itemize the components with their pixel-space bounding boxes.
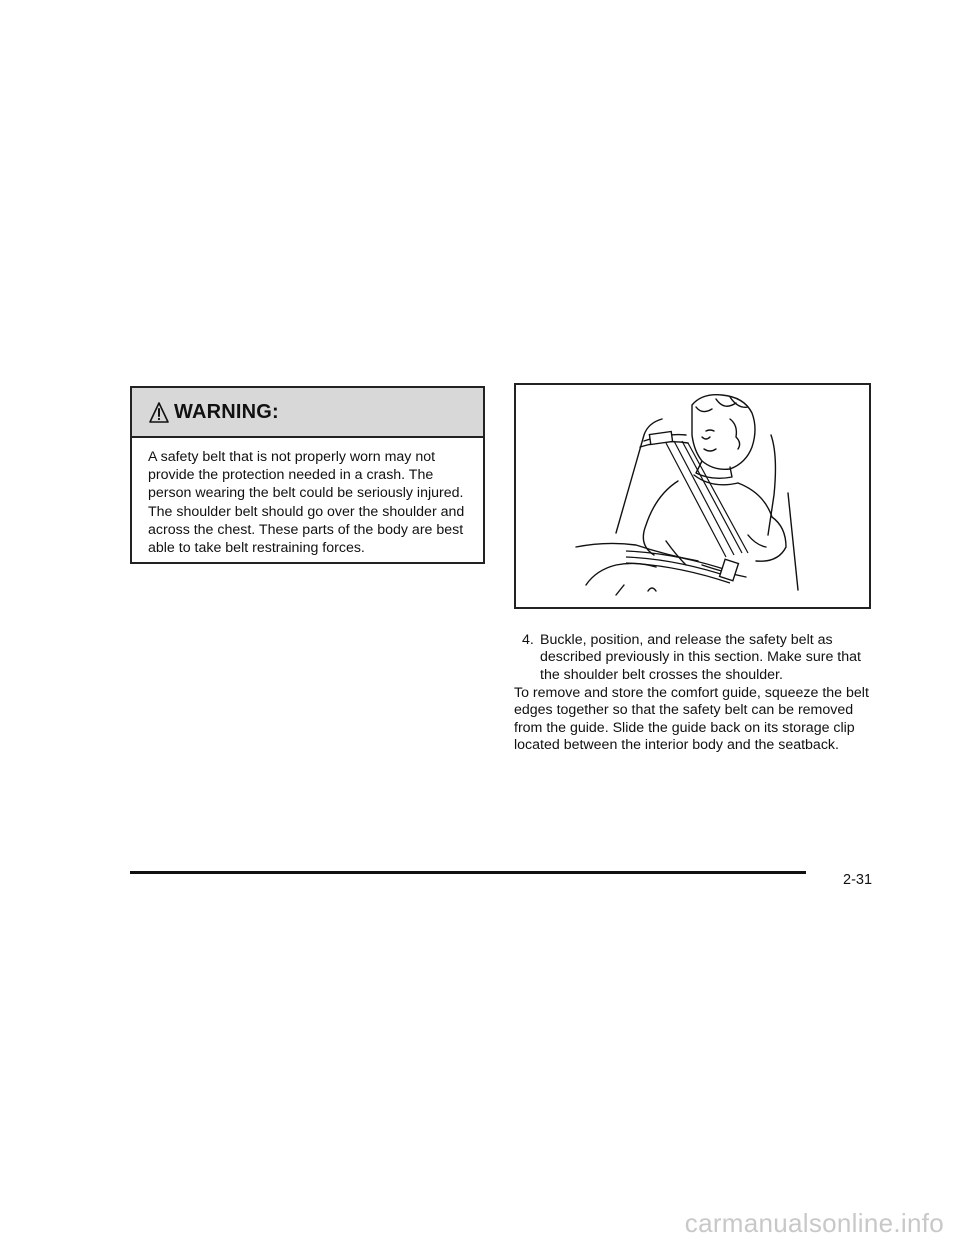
watermark: carmanualsonline.info xyxy=(684,1208,944,1238)
warning-title: WARNING: xyxy=(174,400,279,423)
warning-triangle-icon xyxy=(148,401,170,425)
footer-rule xyxy=(130,871,806,874)
seat-belt-illustration xyxy=(514,383,871,609)
child-wearing-seat-belt-image xyxy=(516,385,869,607)
comfort-guide-paragraph: To remove and store the comfort guide, squeeze the belt edges together so that the safety belt can be removed from the guide. Slide the guide back on its storage clip located between the interior body and the seatback. xyxy=(514,685,869,753)
step-text: Buckle, position, and release the safety belt as described previously in this section. Make sure that the shoulder belt crosses the shoulder. xyxy=(540,632,861,683)
step-number: 4. xyxy=(522,632,534,648)
warning-box xyxy=(130,386,485,564)
page-number: 2-31 xyxy=(843,872,873,888)
warning-text: A safety belt that is not properly worn may not provide the protection needed in a crash. The person wearing the belt could be seriously injured. The shoulder belt should go over the shoulder and across the chest. These parts of the body are best able to take belt restraining forces. xyxy=(148,449,465,557)
warning-header xyxy=(132,388,483,438)
step-4 xyxy=(522,632,882,684)
